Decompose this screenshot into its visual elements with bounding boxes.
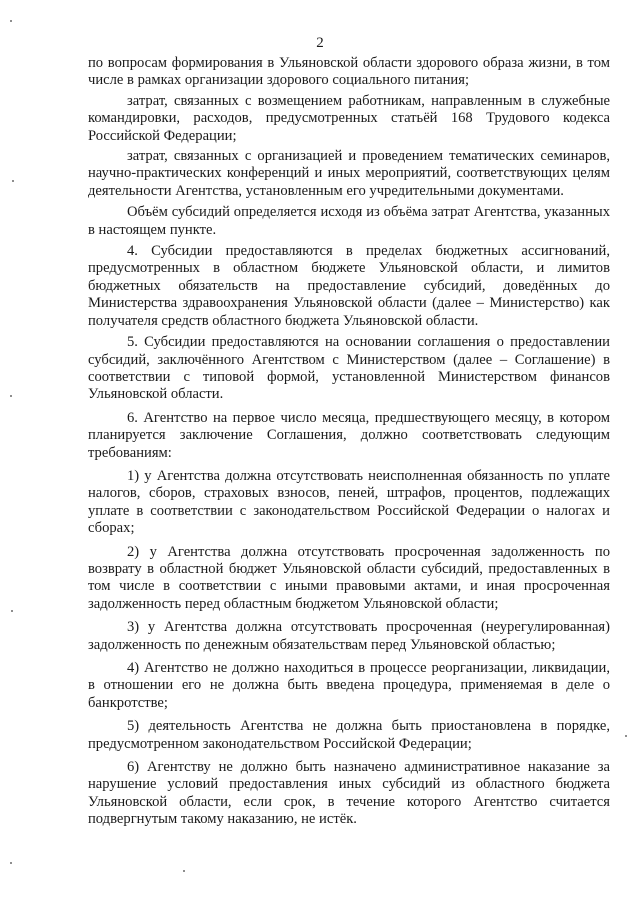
document-body bbox=[88, 55, 610, 829]
paragraph-subsidy-volume: Объём субсидий определяется исходя из объёма затрат Агентства, указанных в настоящем пункте. bbox=[88, 204, 610, 238]
scan-artifact bbox=[10, 862, 12, 864]
paragraph-business-trip-costs: затрат, связанных с возмещением работникам, направленным в служебные командировки, расходов, предусмотренных статьёй 168 Трудового кодекса Российской Федерации; bbox=[88, 92, 610, 144]
paragraph-requirement-4: 4) Агентство не должно находиться в процессе реорганизации, ликвидации, в отношении его не должна быть введена процедура, применяемая в деле о банкротстве; bbox=[88, 660, 610, 711]
page-number: 2 bbox=[316, 35, 324, 51]
scan-artifact bbox=[12, 180, 14, 182]
scan-artifact bbox=[625, 735, 627, 737]
paragraph-requirement-1: 1) у Агентства должна отсутствовать неисполненная обязанность по уплате налогов, сборов, страховых взносов, пеней, штрафов, процентов, подлежащих уплате в соответствии с законодательством Российской Федерации о налогах и сборах; bbox=[88, 467, 610, 537]
paragraph-requirement-3: 3) у Агентства должна отсутствовать просроченная (неурегулированная) задолженность по денежным обязательствам перед Ульяновской областью; bbox=[88, 619, 610, 653]
scan-artifact bbox=[183, 870, 185, 872]
scan-artifact bbox=[11, 610, 13, 612]
paragraph-item-4: 4. Субсидии предоставляются в пределах бюджетных ассигнований, предусмотренных в областном бюджете Ульяновской области, и лимитов бюджетных обязательств на предоставление субсидий, доведённых до Министерства здравоохранения Ульяновской области (далее – Министерство) как получателя средств областного бюджета Ульяновской области. bbox=[88, 243, 610, 329]
scan-artifact bbox=[10, 20, 12, 22]
paragraph-seminar-costs: затрат, связанных с организацией и проведением тематических семинаров, научно-практических конференций и иных мероприятий, соответствующих целям деятельности Агентства, установленным его учредительными документами. bbox=[88, 148, 610, 199]
paragraph-item-6: 6. Агентство на первое число месяца, предшествующего месяцу, в котором планируется заключение Соглашения, должно соответствовать следующим требованиям: bbox=[88, 409, 610, 461]
scan-artifact bbox=[10, 395, 12, 397]
paragraph-continuation: по вопросам формирования в Ульяновской области здорового образа жизни, в том числе в рамках организации здорового социального питания; bbox=[88, 55, 610, 89]
paragraph-requirement-6: 6) Агентству не должно быть назначено административное наказание за нарушение условий предоставления иных субсидий из областного бюджета Ульяновской области, если срок, в течение которого Агентство считается подвергнутым такому наказанию, не истёк. bbox=[88, 759, 610, 828]
paragraph-requirement-5: 5) деятельность Агентства не должна быть приостановлена в порядке, предусмотренном законодательством Российской Федерации; bbox=[88, 718, 610, 752]
paragraph-requirement-2: 2) у Агентства должна отсутствовать просроченная задолженность по возврату в областной бюджет Ульяновской области субсидий, предоставленных в том числе в соответствии с иными правовыми актами, и иная просроченная задолженность перед областным бюджетом Ульяновской области; bbox=[88, 543, 610, 612]
paragraph-item-5: 5. Субсидии предоставляются на основании соглашения о предоставлении субсидий, заключённого Агентством с Министерством (далее – Соглашение) в соответствии с типовой формой, установленной Министерством финансов Ульяновской области. bbox=[88, 334, 610, 403]
